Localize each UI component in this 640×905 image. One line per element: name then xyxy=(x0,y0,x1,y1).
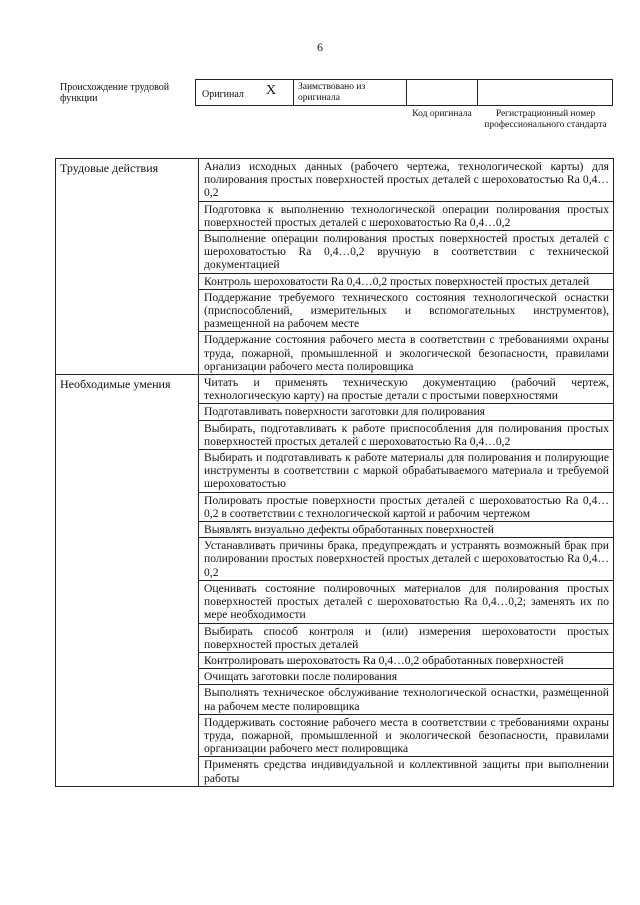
origin-table xyxy=(195,79,613,106)
table-row: Выполнение операции полирования простых поверхностей простых деталей с шероховатостью Ra 0,4…0,2 вручную в соответствии с технической документацией xyxy=(199,230,613,273)
table-row: Устанавливать причины брака, предупреждать и устранять возможный брак при полировании простых поверхностей простых деталей с шероховатостью Ra 0,4…0,2 xyxy=(199,537,613,580)
origin-original-cell xyxy=(196,80,294,105)
origin-code-cell xyxy=(407,80,478,105)
group-name: Необходимые умения xyxy=(56,375,199,786)
table-row: Выполнять техническое обслуживание технологической оснастки, размещенной на рабочем месте полировщика xyxy=(199,684,613,713)
table-row: Контроль шероховатости Ra 0,4…0,2 простых поверхностей простых деталей xyxy=(199,273,613,289)
functions-table xyxy=(55,158,614,787)
table-row: Выбирать способ контроля и (или) измерения шероховатости простых поверхностей простых деталей xyxy=(199,623,613,652)
page-number: 6 xyxy=(317,40,323,54)
table-row: Поддержание состояния рабочего места в соответствии с требованиями охраны труда, пожарной, промышленной и экологической безопасности, правилами организации рабочего места полировщика xyxy=(199,331,613,374)
table-row: Применять средства индивидуальной и коллективной защиты при выполнении работы xyxy=(199,756,613,785)
reg-caption: Регистрационный номер профессионального стандарта xyxy=(484,109,607,130)
group-items xyxy=(199,159,613,374)
table-row: Подготавливать поверхности заготовки для полирования xyxy=(199,403,613,419)
table-row: Выбирать, подготавливать к работе приспособления для полирования простых поверхностей простых деталей с шероховатостью Ra 0,4…0,2 xyxy=(199,420,613,449)
origin-label: Происхождение трудовой функции xyxy=(60,82,170,104)
group-name: Трудовые действия xyxy=(56,159,199,374)
code-caption: Код оригинала xyxy=(412,109,472,119)
table-row: Поддержание требуемого технического состояния технологической оснастки (приспособлений, измерительных и вспомогательных инструментов), размещенной на рабочем месте xyxy=(199,289,613,332)
origin-reg-cell xyxy=(478,80,613,105)
original-mark: X xyxy=(266,83,277,98)
group-required-skills xyxy=(56,374,613,786)
table-row: Выбирать и подготавливать к работе материалы для полирования и полирующие инструменты в соответствии с маркой обрабатываемого материала и требуемой шероховатостью xyxy=(199,449,613,492)
table-row: Поддерживать состояние рабочего места в соответствии с требованиями охраны труда, пожарной, промышленной и экологической безопасности, правилами организации рабочего мест полировщика xyxy=(199,714,613,757)
table-row: Контролировать шероховатость Ra 0,4…0,2 обработанных поверхностей xyxy=(199,652,613,668)
original-label: Оригинал xyxy=(202,89,244,100)
origin-borrowed-cell xyxy=(294,80,407,105)
table-row: Очищать заготовки после полирования xyxy=(199,668,613,684)
table-row: Выявлять визуально дефекты обработанных поверхностей xyxy=(199,521,613,537)
table-row: Анализ исходных данных (рабочего чертежа, технологической карты) для полирования простых поверхностей простых деталей с шероховатостью Ra 0,4…0,2 xyxy=(204,160,609,200)
group-labor-actions xyxy=(56,159,613,374)
borrowed-label: Заимствовано из оригинала xyxy=(298,82,366,103)
table-row: Оценивать состояние полировочных материалов для полирования простых поверхностей простых деталей с шероховатостью Ra 0,4…0,2; заменять их по мере необходимости xyxy=(199,580,613,623)
table-row: Полировать простые поверхности простых деталей с шероховатостью Ra 0,4…0,2 в соответствии с технологической картой и рабочим чертежом xyxy=(199,492,613,521)
table-row: Читать и применять техническую документацию (рабочий чертеж, технологическую карту) на простые детали с простыми поверхностями xyxy=(204,376,609,403)
table-row: Подготовка к выполнению технологической операции полирования простых поверхностей простых деталей с шероховатостью Ra 0,4…0,2 xyxy=(199,201,613,230)
group-items xyxy=(199,375,613,786)
